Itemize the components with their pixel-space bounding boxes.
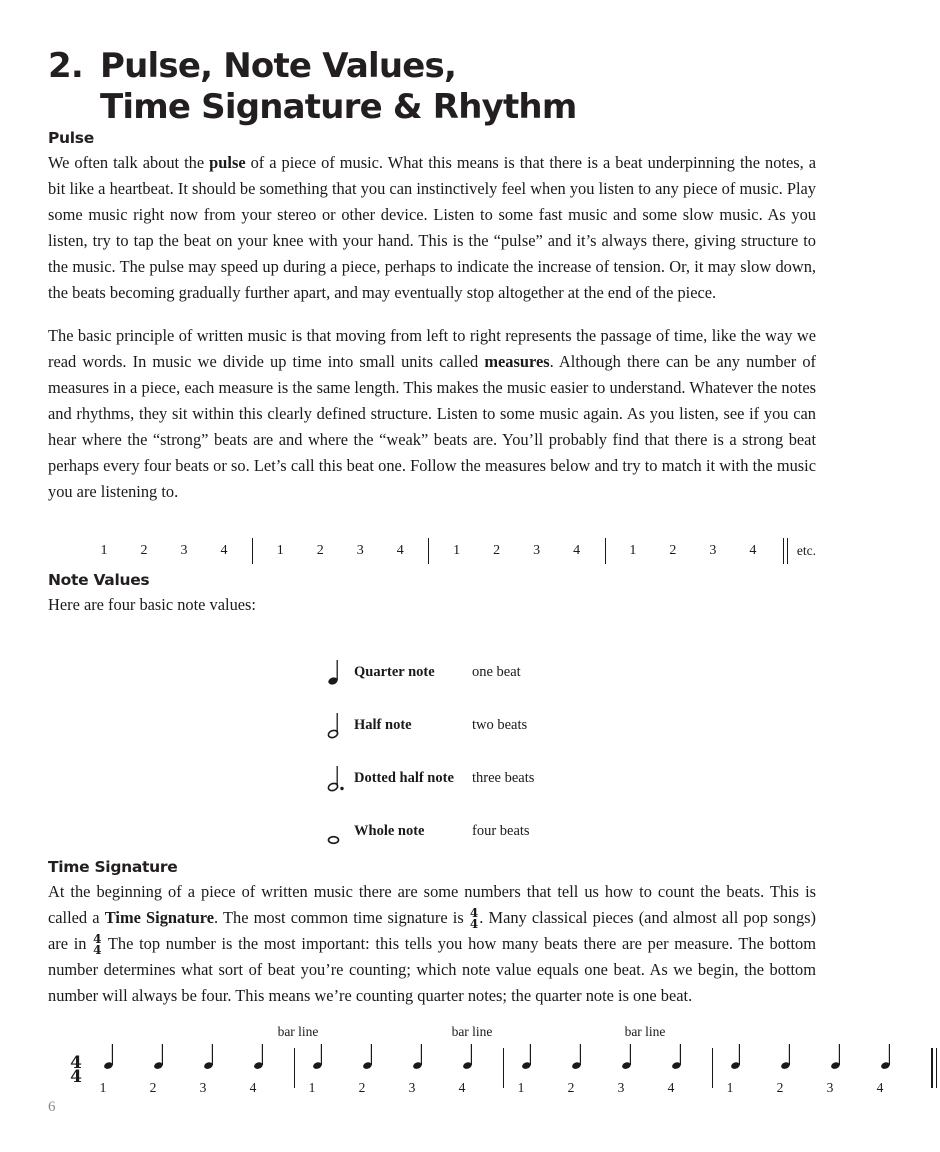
staff-beat <box>351 1048 401 1096</box>
beat-number: 2 <box>316 542 324 558</box>
paragraph-ts-part-b: . The most common time signature is <box>214 907 469 927</box>
beat-measure <box>613 543 773 559</box>
note-value-beats: one beat <box>472 663 521 680</box>
note-value-name: Quarter note <box>354 663 435 680</box>
beat-number: 2 <box>358 1080 366 1096</box>
beat-number: 3 <box>180 542 188 558</box>
quarter-note-icon <box>570 1043 584 1076</box>
time-signature-inline-icon <box>470 908 478 929</box>
note-values-lead-in: Here are four basic note values: <box>48 594 256 614</box>
emphasis-time-signature: Time Signature <box>104 907 215 927</box>
etc-label: etc. <box>796 542 817 558</box>
section-heading-note-values: Note Values <box>48 570 150 589</box>
paragraph-pulse-2 <box>48 323 816 504</box>
bar-line-icon <box>294 1048 295 1088</box>
beat-number: 3 <box>533 542 541 558</box>
paragraph-pulse-1 <box>48 150 816 306</box>
staff-beat <box>510 1048 560 1096</box>
beat-number: 2 <box>493 542 501 558</box>
beat-number: 4 <box>876 1080 884 1096</box>
quarter-note-icon <box>829 1043 843 1076</box>
beat-measure <box>437 543 597 559</box>
quarter-note-icon <box>102 1043 116 1076</box>
paragraph-pulse-2-part-b: . Although there can be any number of measures in a piece, each measure is the same length. This makes the music easier to understand. Whatever the notes and rhythms, they sit within this clearly defined structure. Listen to some music again. As you listen, see if you can hear where the “strong” beats are and where the “weak” beats are. You’ll probably find that there is a strong beat perhaps every four beats or so. Let’s call this beat one. Follow the measures below and try to match it with the music you are listening to. <box>48 352 816 501</box>
double-bar-line-icon <box>931 1048 940 1088</box>
beat-number: 4 <box>220 542 228 558</box>
staff-beat <box>560 1048 610 1096</box>
whole-note-icon <box>326 816 354 846</box>
paragraph-ts-part-c: . Many classical pieces (and almost all pop songs) are in <box>48 907 816 953</box>
quarter-note-icon <box>411 1043 425 1076</box>
beat-number: 3 <box>199 1080 207 1096</box>
bar-line-label: bar line <box>624 1024 666 1040</box>
beat-number: 4 <box>249 1080 257 1096</box>
bar-line-label: bar line <box>451 1024 493 1040</box>
note-value-name: Dotted half note <box>354 769 454 786</box>
quarter-note-icon <box>202 1043 216 1076</box>
chapter-title-line-1: Pulse, Note Values, <box>100 46 457 86</box>
staff-beat <box>819 1048 869 1096</box>
half-note-icon <box>326 710 354 740</box>
note-value-beats: three beats <box>472 769 535 786</box>
beat-number: 1 <box>629 542 637 558</box>
beat-number: 1 <box>276 542 284 558</box>
section-heading-pulse: Pulse <box>48 128 94 147</box>
rhythm-staff-diagram <box>48 1024 884 1120</box>
paragraph-ts-part-d: The top number is the most important: this tells you how many beats there are per measure. The bottom number determines what sort of beat you’re counting; which note value equals one beat. As we begin, the bottom number will always be four. This means we’re counting quarter notes; the quarter note is one beat. <box>48 933 816 1005</box>
beat-number: 1 <box>100 542 108 558</box>
bar-line-label: bar line <box>277 1024 319 1040</box>
quarter-note-icon <box>152 1043 166 1076</box>
staff-beat <box>451 1048 501 1096</box>
beat-number: 2 <box>776 1080 784 1096</box>
quarter-note-icon <box>252 1043 266 1076</box>
section-heading-time-signature: Time Signature <box>48 857 178 876</box>
beat-number: 1 <box>726 1080 734 1096</box>
staff-beat <box>142 1048 192 1096</box>
paragraph-ts-part-a: At the beginning of a piece of written music there are some numbers that tell us how to count the beats. This is called a <box>48 881 816 927</box>
staff-beat <box>869 1048 919 1096</box>
staff-beat <box>769 1048 819 1096</box>
chapter-title-line-2: Time Signature & Rhythm <box>100 87 577 128</box>
bar-line-icon <box>503 1048 504 1088</box>
quarter-note-icon <box>729 1043 743 1076</box>
staff-measure <box>301 1048 501 1096</box>
quarter-note-icon <box>879 1043 893 1076</box>
beat-number: 4 <box>667 1080 675 1096</box>
staff-beat <box>610 1048 660 1096</box>
quarter-note-icon <box>779 1043 793 1076</box>
time-signature-bottom: 4 <box>70 1067 82 1088</box>
staff-beat <box>301 1048 351 1096</box>
staff-beat <box>660 1048 710 1096</box>
staff-measure <box>719 1048 919 1096</box>
note-value-name: Whole note <box>354 822 425 839</box>
staff-beat <box>719 1048 769 1096</box>
time-signature-bottom: 4 <box>469 916 479 931</box>
paragraph-pulse-1-part-b: of a piece of music. What this means is that there is a beat underpinning the notes, a bit like a heartbeat. It should be something that you can instinctively feel when you listen to any piece of music. Play some music right now from your stereo or other device. Listen to some fast music and some slow music. As you listen, try to tap the beat on your knee with your hand. This is the “pulse” and it’s always there, giving structure to the music. The pulse may speed up during a piece, perhaps to indicate the increase of tension. Or, it may slow down, the beats becoming gradually further apart, and may eventually stop altogether at the end of the piece. <box>48 152 816 302</box>
double-bar-line-icon <box>783 538 791 564</box>
beat-number: 1 <box>517 1080 525 1096</box>
beat-number: 4 <box>458 1080 466 1096</box>
note-values-table <box>326 646 816 858</box>
staff-beat <box>401 1048 451 1096</box>
staff-measure <box>92 1048 292 1096</box>
paragraph-pulse-1-part-a: We often talk about the <box>48 152 210 172</box>
page-number: 6 <box>48 1099 56 1115</box>
time-signature-top: 4 <box>93 932 102 947</box>
quarter-note-icon <box>620 1043 634 1076</box>
note-value-name: Half note <box>354 716 412 733</box>
beat-number: 3 <box>709 542 717 558</box>
note-value-row <box>326 752 816 805</box>
note-value-row <box>326 646 816 699</box>
beat-measure <box>260 543 420 559</box>
staff-row <box>66 1048 940 1096</box>
chapter-title <box>48 0 816 129</box>
chapter-number: 2. <box>48 46 83 86</box>
beat-number: 4 <box>573 542 581 558</box>
beat-number: 3 <box>826 1080 834 1096</box>
staff-measure <box>510 1048 710 1096</box>
staff-beat <box>192 1048 242 1096</box>
staff-beat <box>92 1048 142 1096</box>
quarter-note-icon <box>361 1043 375 1076</box>
quarter-note-icon <box>461 1043 475 1076</box>
beat-number: 2 <box>567 1080 575 1096</box>
paragraph-pulse-2-part-a: The basic principle of written music is that moving from left to right represents the passage of time, like the way we read words. In music we divide up time into small units called <box>48 326 816 372</box>
beat-number: 1 <box>308 1080 316 1096</box>
dotted-half-note-icon <box>326 763 354 793</box>
beat-number: 1 <box>453 542 461 558</box>
pulse-beat-diagram <box>48 531 816 571</box>
time-signature-bottom: 4 <box>93 942 102 957</box>
beat-number: 2 <box>149 1080 157 1096</box>
quarter-note-icon <box>670 1043 684 1076</box>
bar-line-icon <box>712 1048 713 1088</box>
paragraph-time-signature <box>48 879 816 1009</box>
beat-number: 3 <box>408 1080 416 1096</box>
beat-number: 2 <box>669 542 677 558</box>
beat-number: 4 <box>749 542 757 558</box>
quarter-note-icon <box>520 1043 534 1076</box>
beat-number: 1 <box>99 1080 107 1096</box>
staff-beat <box>242 1048 292 1096</box>
chapter-title-text <box>100 46 816 129</box>
beat-number: 4 <box>396 542 404 558</box>
beat-number: 2 <box>140 542 148 558</box>
quarter-note-icon <box>311 1043 325 1076</box>
time-signature-top: 4 <box>70 1052 82 1073</box>
note-value-row <box>326 805 816 858</box>
beat-measure <box>84 543 244 559</box>
emphasis-measures: measures <box>484 352 550 372</box>
note-value-beats: two beats <box>472 716 528 733</box>
time-signature-top: 4 <box>469 906 479 921</box>
beat-number: 3 <box>356 542 364 558</box>
time-signature-inline-icon <box>93 934 101 955</box>
time-signature-staff-icon <box>66 1052 86 1088</box>
emphasis-pulse: pulse <box>209 152 246 172</box>
note-value-row <box>326 699 816 752</box>
quarter-note-icon <box>326 657 354 687</box>
note-value-beats: four beats <box>472 822 530 839</box>
beat-number: 3 <box>617 1080 625 1096</box>
